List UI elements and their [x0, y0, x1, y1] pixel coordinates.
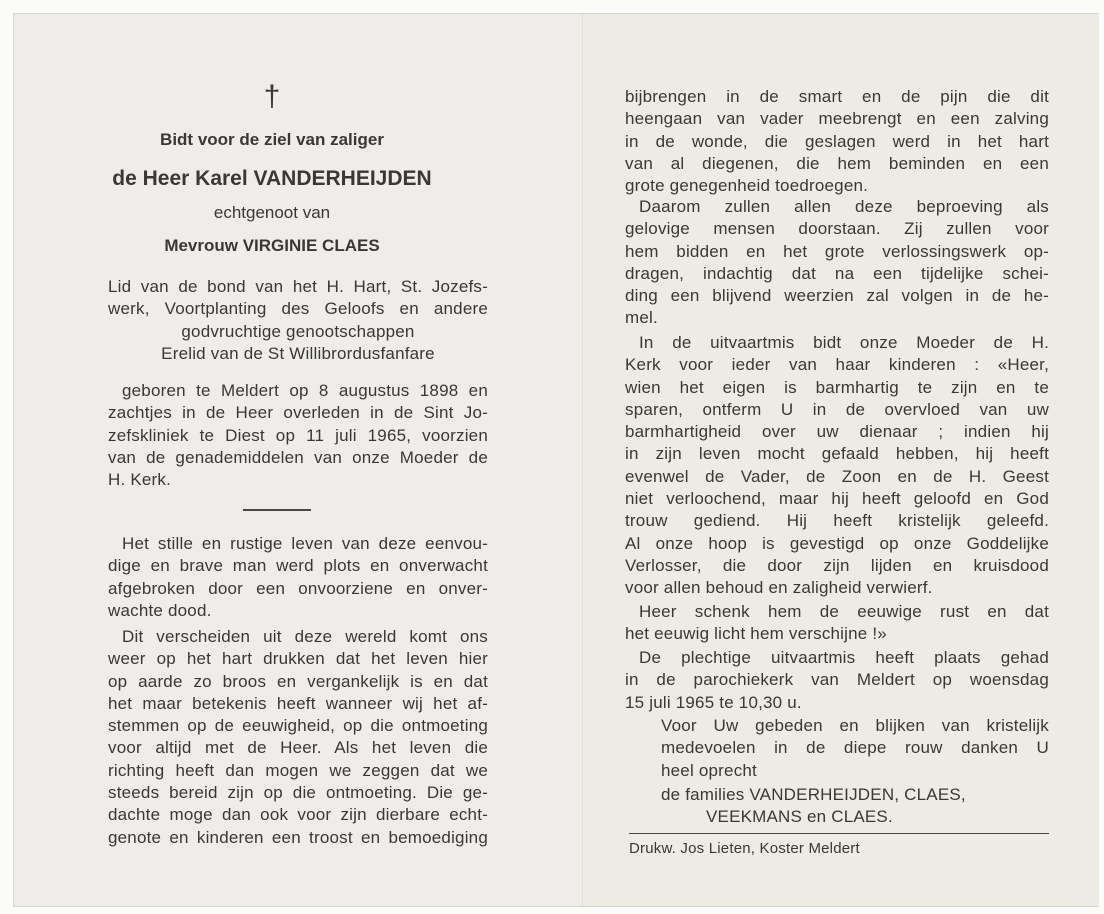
text-line: grote genegenheid toedroegen.	[625, 176, 869, 196]
text-line: dige en brave man werd plots en onverwacht	[108, 556, 488, 576]
text-line: De plechtige uitvaartmis heeft plaats gehad	[639, 648, 1049, 667]
text-line: bijbrengen in de smart en de pijn die dit	[625, 87, 1049, 106]
funeral-mass-paragraph	[625, 647, 1049, 714]
text-line: gelovige mensen doorstaan. Zij zullen voor	[625, 219, 1049, 239]
text-line: mel.	[625, 308, 658, 328]
text-line: zachtjes in de Heer overleden in de Sint Jo-	[108, 403, 488, 423]
text-line: Dit verscheiden uit deze wereld komt ons	[122, 627, 488, 646]
text-line: trouw gediend. Hij heeft kristelijk geleefd.	[625, 511, 1049, 531]
text-line: steeds bereid zijn op die ontmoeting. Die ge-	[108, 783, 488, 803]
text-line: van de genademiddelen van onze Moeder de	[108, 447, 488, 467]
reflection-paragraph	[108, 626, 488, 849]
text-line: genote en kinderen een troost en bemoediging	[108, 827, 488, 847]
text-line: het maar betekenis heeft wanneer wij het af-	[108, 693, 488, 713]
text-line: medevoelen in de diepe rouw danken U	[661, 738, 1049, 758]
text-line: sparen, ontferm U in de overvloed van uw	[625, 399, 1049, 419]
memberships-paragraph	[108, 276, 488, 365]
text-line: zefskliniek te Diest op 11 juli 1965, voorzien	[108, 425, 488, 445]
text-line: 15 juli 1965 te 10,30 u.	[625, 692, 802, 712]
consolation-paragraph	[625, 86, 1049, 197]
text-line: wachte dood.	[108, 600, 212, 620]
funeral-prayer-paragraph	[625, 332, 1049, 600]
families-line: de families VANDERHEIJDEN, CLAES,	[661, 785, 966, 804]
families-block	[661, 784, 1049, 829]
text-line: afgebroken door een onvoorziene en onver-	[108, 578, 488, 598]
text-line: Verlosser, die door zijn lijden en kruisdood	[625, 555, 1049, 575]
text-line: stemmen op de eeuwigheid, op die ontmoeting	[108, 716, 488, 736]
thanks-paragraph	[661, 715, 1049, 782]
trial-paragraph	[625, 196, 1049, 330]
text-line: werk, Voortplanting des Geloofs en andere	[108, 299, 488, 319]
left-page	[14, 14, 582, 906]
text-line: ding een blijvend weerzien zal volgen in de he-	[625, 286, 1049, 306]
text-line: barmhartigheid over uw dienaar ; indien hij	[625, 422, 1049, 442]
text-line: hem bidden en het grote verlossingswerk op-	[625, 241, 1049, 261]
divider	[629, 833, 1049, 834]
divider	[243, 509, 311, 511]
text-line: voor allen behoud en zaligheid verwierf.	[625, 578, 933, 598]
text-line: Al onze hoop is gevestigd op onze Goddelijke	[625, 533, 1049, 553]
text-line: Voor Uw gebeden en blijken van kristelijk	[661, 716, 1049, 735]
text-line: voor altijd met de Heer. Als het leven die	[108, 738, 488, 758]
text-line: Kerk voor ieder van haar kinderen : «Heer,	[625, 355, 1049, 375]
text-line: Het stille en rustige leven van deze eenvou-	[122, 534, 488, 553]
text-line: H. Kerk.	[108, 470, 172, 490]
memorial-card	[14, 14, 1098, 906]
text-line: heel oprecht	[661, 760, 757, 780]
text-line: In de uitvaartmis bidt onze Moeder de H.	[639, 333, 1049, 352]
text-line: Heer schenk hem de eeuwige rust en dat	[639, 602, 1049, 621]
eternal-rest-paragraph	[625, 601, 1049, 646]
text-line: dachte moge dan ook voor zijn dierbare echt-	[108, 805, 488, 825]
text-line: in zijn leven mocht gefaald hebben, hij heeft	[625, 444, 1049, 464]
relation-line: echtgenoot van	[213, 203, 331, 222]
life-paragraph	[108, 533, 488, 622]
text-line: dragen, indachtig dat na een tijdelijke schei-	[625, 263, 1049, 283]
text-line: in de wonde, die geslagen werd in het hart	[625, 131, 1049, 151]
text-line: niet verloochend, maar hij heeft geloofd en God	[625, 489, 1049, 509]
text-line: van al diegenen, die hem beminden en een	[625, 153, 1049, 173]
families-line: VEEKMANS en CLAES.	[706, 807, 893, 827]
deceased-name: de Heer Karel VANDERHEIJDEN	[112, 167, 432, 190]
text-line: op aarde zo broos en vergankelijk is en dat	[108, 671, 488, 691]
text-line: wien het eigen is barmhartig te zijn en te	[625, 377, 1049, 397]
prayer-line: Bidt voor de ziel van zaliger	[160, 130, 384, 149]
text-line: Erelid van de St Willibrordusfanfare	[161, 343, 435, 363]
text-line: geboren te Meldert op 8 augustus 1898 en	[122, 381, 488, 400]
text-line: heengaan van vader meebrengt en een zalving	[625, 109, 1049, 129]
text-line: richting heeft dan mogen we zeggen dat we	[108, 760, 488, 780]
printer-credit: Drukw. Jos Lieten, Koster Meldert	[629, 840, 860, 857]
text-line: in de parochiekerk van Meldert op woensdag	[625, 670, 1049, 690]
text-line: Lid van de bond van het H. Hart, St. Jozefs-	[108, 277, 488, 296]
text-line: het eeuwig licht hem verschijne !»	[625, 624, 887, 644]
right-page	[582, 14, 1099, 906]
text-line: Daarom zullen allen deze beproeving als	[639, 197, 1049, 216]
text-line: evenwel de Vader, de Zoon en de H. Geest	[625, 466, 1049, 486]
text-line: weer op het hart drukken dat het leven hier	[108, 649, 488, 669]
spouse-name: Mevrouw VIRGINIE CLAES	[164, 236, 380, 255]
text-line: godvruchtige genootschappen	[181, 321, 415, 341]
cross-icon: †	[263, 80, 281, 113]
birth-death-paragraph	[108, 380, 488, 491]
